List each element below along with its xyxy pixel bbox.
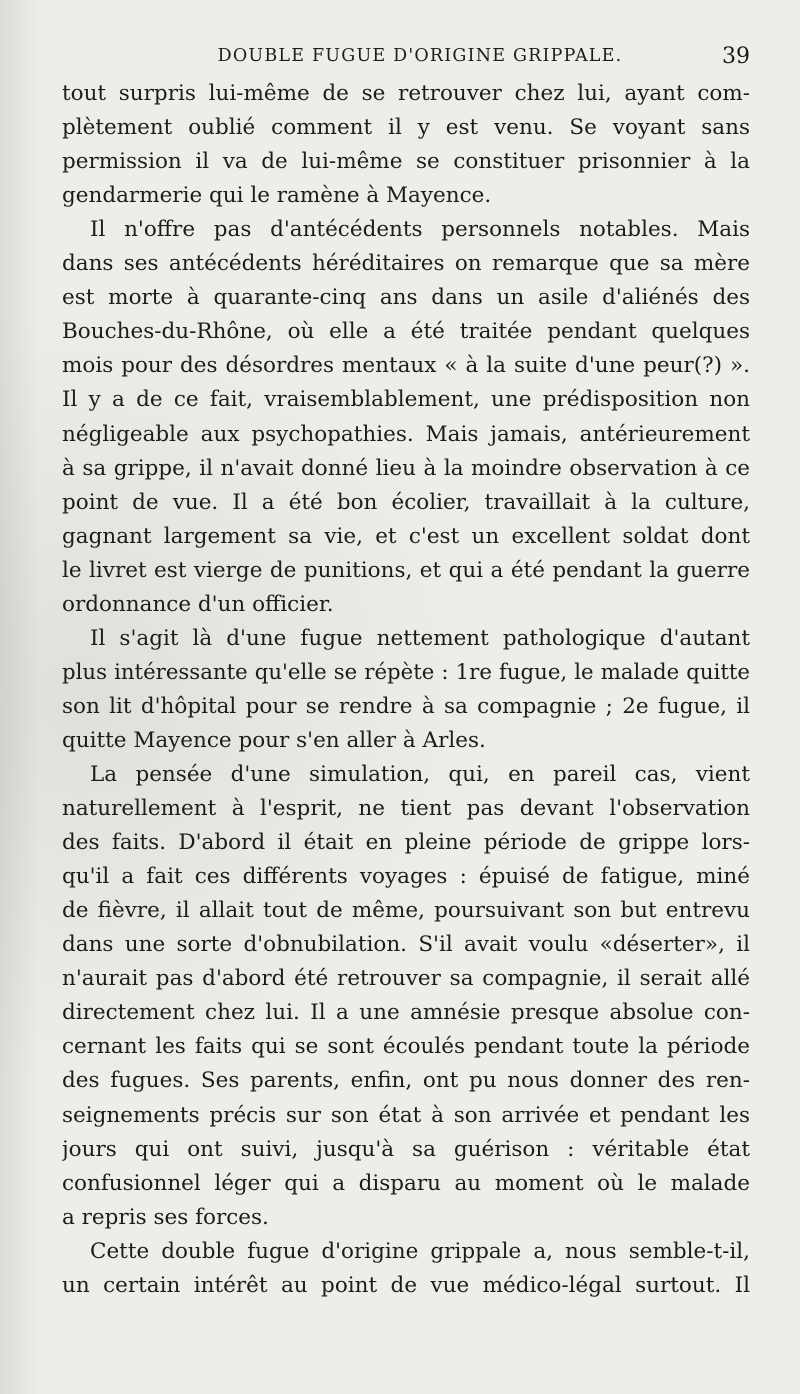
text-line: directement chez lui. Il a une amnésie presque absolue con- xyxy=(62,1000,750,1026)
running-header xyxy=(60,44,750,74)
text-line: gendarmerie qui le ramène à Mayence. xyxy=(62,183,492,209)
text-line: des faits. D'abord il était en pleine période de grippe lors- xyxy=(62,830,750,856)
text-line: Il n'offre pas d'antécédents personnels notables. Mais xyxy=(90,217,750,243)
text-line: qu'il a fait ces différents voyages : épuisé de fatigue, miné xyxy=(62,864,750,890)
text-line: à sa grippe, il n'avait donné lieu à la moindre observation à ce xyxy=(62,455,750,481)
text-line: jours qui ont suivi, jusqu'à sa guérison : véritable état xyxy=(62,1136,750,1162)
text-line: Bouches-du-Rhône, où elle a été traitée pendant quelques xyxy=(62,319,750,345)
text-line: Il y a de ce fait, vraisemblablement, une prédisposition non xyxy=(62,387,750,413)
text-line: naturellement à l'esprit, ne tient pas devant l'observation xyxy=(62,796,750,822)
text-line: confusionnel léger qui a disparu au moment où le malade xyxy=(62,1170,750,1196)
text-line: permission il va de lui-même se constituer prisonnier à la xyxy=(62,149,750,175)
text-line: point de vue. Il a été bon écolier, travaillait à la culture, xyxy=(62,489,750,515)
page-number: 39 xyxy=(722,44,750,69)
text-line: de fièvre, il allait tout de même, poursuivant son but entrevu xyxy=(62,898,750,924)
text-line: La pensée d'une simulation, qui, en pareil cas, vient xyxy=(90,762,750,787)
text-line: dans une sorte d'obnubilation. S'il avait voulu «déserter», il xyxy=(62,932,750,958)
text-line: gagnant largement sa vie, et c'est un excellent soldat dont xyxy=(62,523,750,549)
text-line: cernant les faits qui se sont écoulés pendant toute la période xyxy=(62,1034,750,1060)
text-line: des fugues. Ses parents, enfin, ont pu nous donner des ren- xyxy=(62,1068,750,1094)
text-line: dans ses antécédents héréditaires on remarque que sa mère xyxy=(62,251,750,277)
text-line: mois pour des désordres mentaux « à la suite d'une peur(?) ». xyxy=(62,353,750,379)
text-line: Cette double fugue d'origine grippale a, nous semble-t-il, xyxy=(90,1238,750,1264)
running-title: DOUBLE FUGUE D'ORIGINE GRIPPALE. xyxy=(217,46,623,66)
text-line: plus intéressante qu'elle se répète : 1re fugue, le malade quitte xyxy=(62,659,750,685)
text-line: est morte à quarante-cinq ans dans un asile d'aliénés des xyxy=(62,285,750,311)
text-line: n'aurait pas d'abord été retrouver sa compagnie, il serait allé xyxy=(62,966,750,992)
text-line: Il s'agit là d'une fugue nettement pathologique d'autant xyxy=(90,625,750,651)
text-line: plètement oublié comment il y est venu. Se voyant sans xyxy=(62,115,750,141)
text-line: son lit d'hôpital pour se rendre à sa compagnie ; 2e fugue, il xyxy=(62,693,750,719)
text-line: seignements précis sur son état à son arrivée et pendant les xyxy=(62,1102,750,1128)
text-line: tout surpris lui-même de se retrouver chez lui, ayant com- xyxy=(62,81,750,106)
text-line: quitte Mayence pour s'en aller à Arles. xyxy=(62,727,486,753)
text-line: un certain intérêt au point de vue médico-légal surtout. Il xyxy=(62,1272,750,1298)
text-line: le livret est vierge de punitions, et qui a été pendant la guerre xyxy=(62,557,750,583)
text-line: négligeable aux psychopathies. Mais jamais, antérieurement xyxy=(62,421,750,447)
text-line: a repris ses forces. xyxy=(62,1204,269,1230)
text-line: ordonnance d'un officier. xyxy=(62,591,334,617)
